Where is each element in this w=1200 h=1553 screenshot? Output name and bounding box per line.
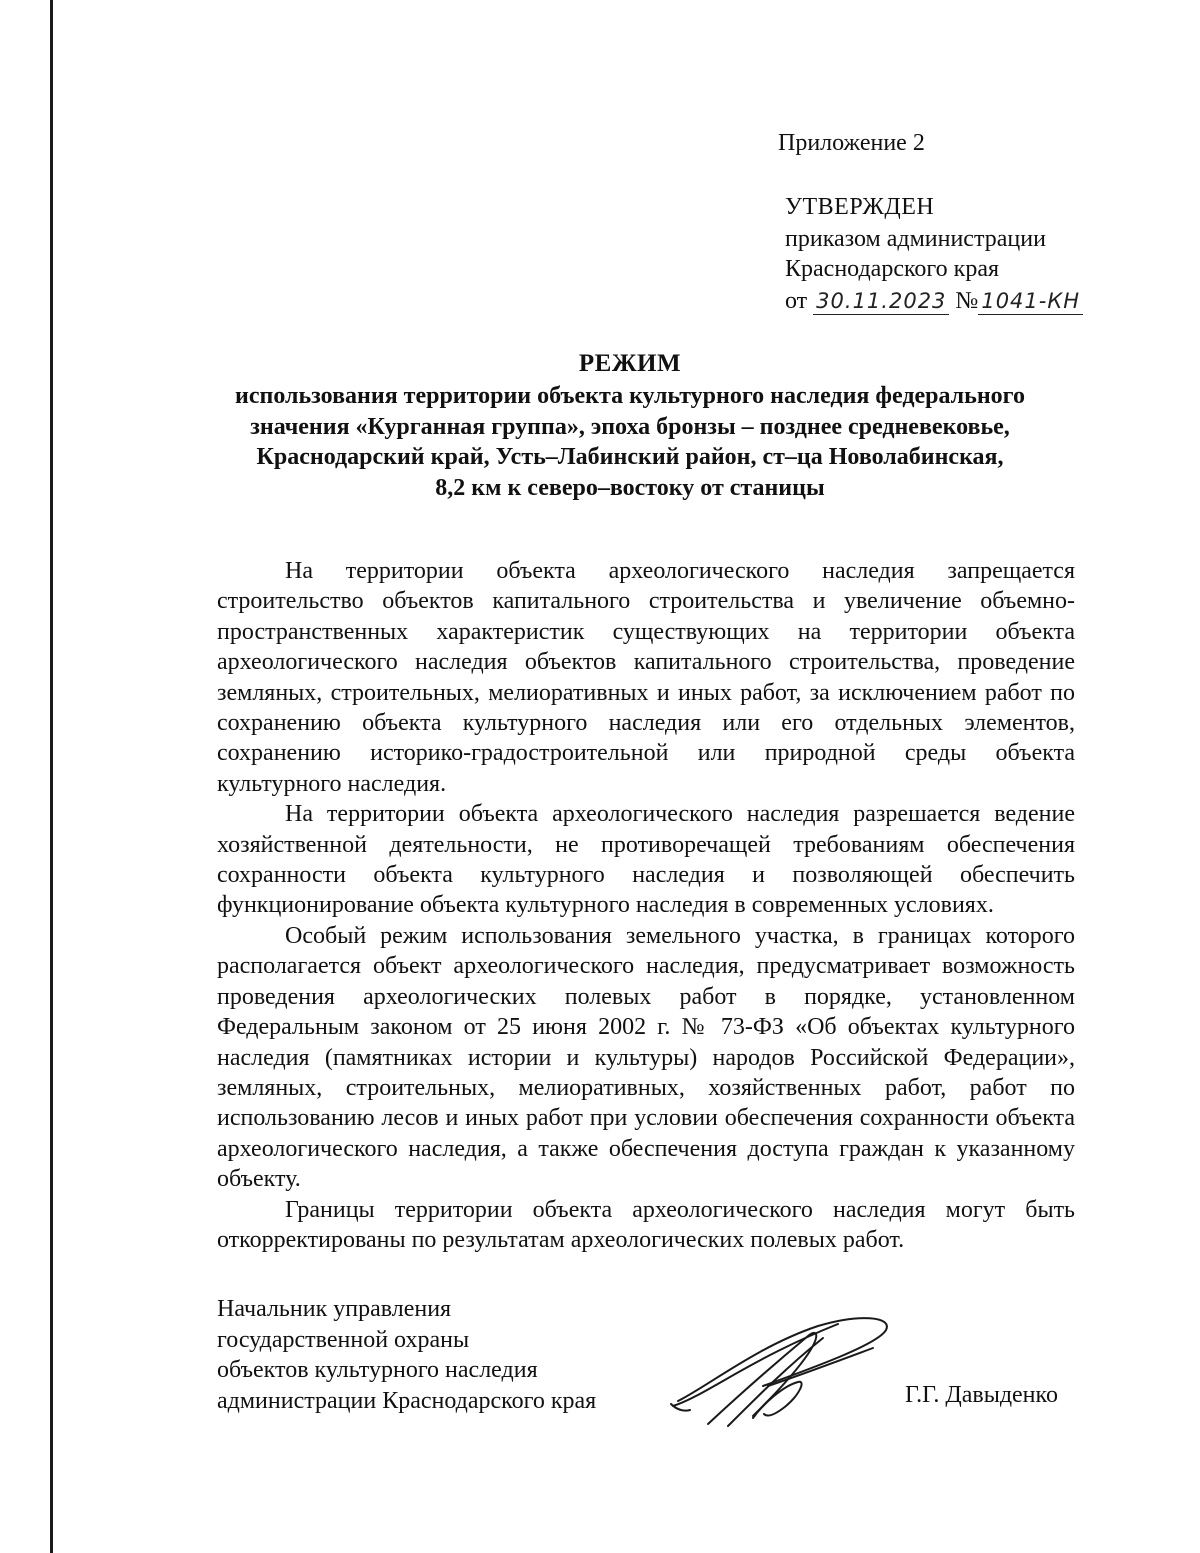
signatory-position-line-4: администрации Краснодарского края xyxy=(217,1387,597,1414)
document-subtitle-line-4: 8,2 км к северо–востоку от станицы xyxy=(435,474,825,501)
order-date-number-line xyxy=(785,286,1083,316)
signatory-position-line-2: государственной охраны xyxy=(217,1326,470,1353)
approved-heading: УТВЕРЖДЕН xyxy=(785,194,935,220)
approved-by-line-2: Краснодарского края xyxy=(785,256,1000,282)
document-subtitle-line-2: значения «Курганная группа», эпоха бронзы – позднее средневековье, xyxy=(250,413,1010,440)
handwritten-signature xyxy=(668,1306,898,1436)
page-left-border xyxy=(50,0,53,1553)
signatory-position-line-3: объектов культурного наследия xyxy=(217,1357,538,1383)
approval-block xyxy=(785,192,1083,316)
body-paragraph-3: Особый режим использования земельного участка, в границах которого располагается объект археологического наследия, предусматривает возможность проведения археологических полевых работ в порядке, установленном Федеральным законом от 25 июня 2002 г. № 73-ФЗ «Об объектах культурного наследия (памятниках истории и культуры) народов Российской Федерации», земляных, строительных, мелиоративных, хозяйственных работ, работ по использованию лесов и иных работ при условии обеспечения сохранности объекта археологического наследия, а также обеспечения доступа граждан к указанному объекту. xyxy=(217,922,1075,1193)
order-date-handwritten: 30.11.2023 xyxy=(813,288,949,315)
signatory-position-line-1: Начальник управления xyxy=(217,1296,452,1322)
signatory-name: Г.Г. Давыденко xyxy=(905,1382,1058,1408)
number-prefix: № xyxy=(955,288,979,314)
approved-by-line-1: приказом администрации xyxy=(785,226,1046,252)
body-paragraph-1: На территории объекта археологического наследия запрещается строительство объектов капитального строительства и увеличение объемно-пространственных характеристик существующих на территории объекта археологического наследия объектов капитального строительства, проведение земляных, строительных, мелиоративных и иных работ, за исключением работ по сохранению объекта культурного наследия или его отдельных элементов, сохранению историко-градостроительной или природной среды объекта культурного наследия. xyxy=(217,558,1075,797)
document-body xyxy=(217,556,1075,1255)
signatory-position xyxy=(217,1294,596,1416)
body-paragraph-2: На территории объекта археологического наследия разрешается ведение хозяйственной деятельности, не противоречащей требованиям обеспечения сохранности объекта культурного наследия и позволяющей обеспечить функционирование объекта культурного наследия в современных условиях. xyxy=(217,801,1075,919)
document-subtitle-line-3: Краснодарский край, Усть–Лабинский район, ст–ца Новолабинская, xyxy=(256,444,1004,470)
date-prefix: от xyxy=(785,288,808,314)
appendix-label: Приложение 2 xyxy=(778,130,925,156)
document-title: РЕЖИМ xyxy=(578,350,682,377)
body-paragraph-4: Границы территории объекта археологического наследия могут быть откорректированы по результатам археологических полевых работ. xyxy=(217,1196,1075,1253)
document-subtitle-line-1: использования территории объекта культурного наследия федерального xyxy=(235,383,1025,409)
order-number-handwritten: 1041-КН xyxy=(978,288,1083,315)
document-title-block xyxy=(200,347,1060,503)
